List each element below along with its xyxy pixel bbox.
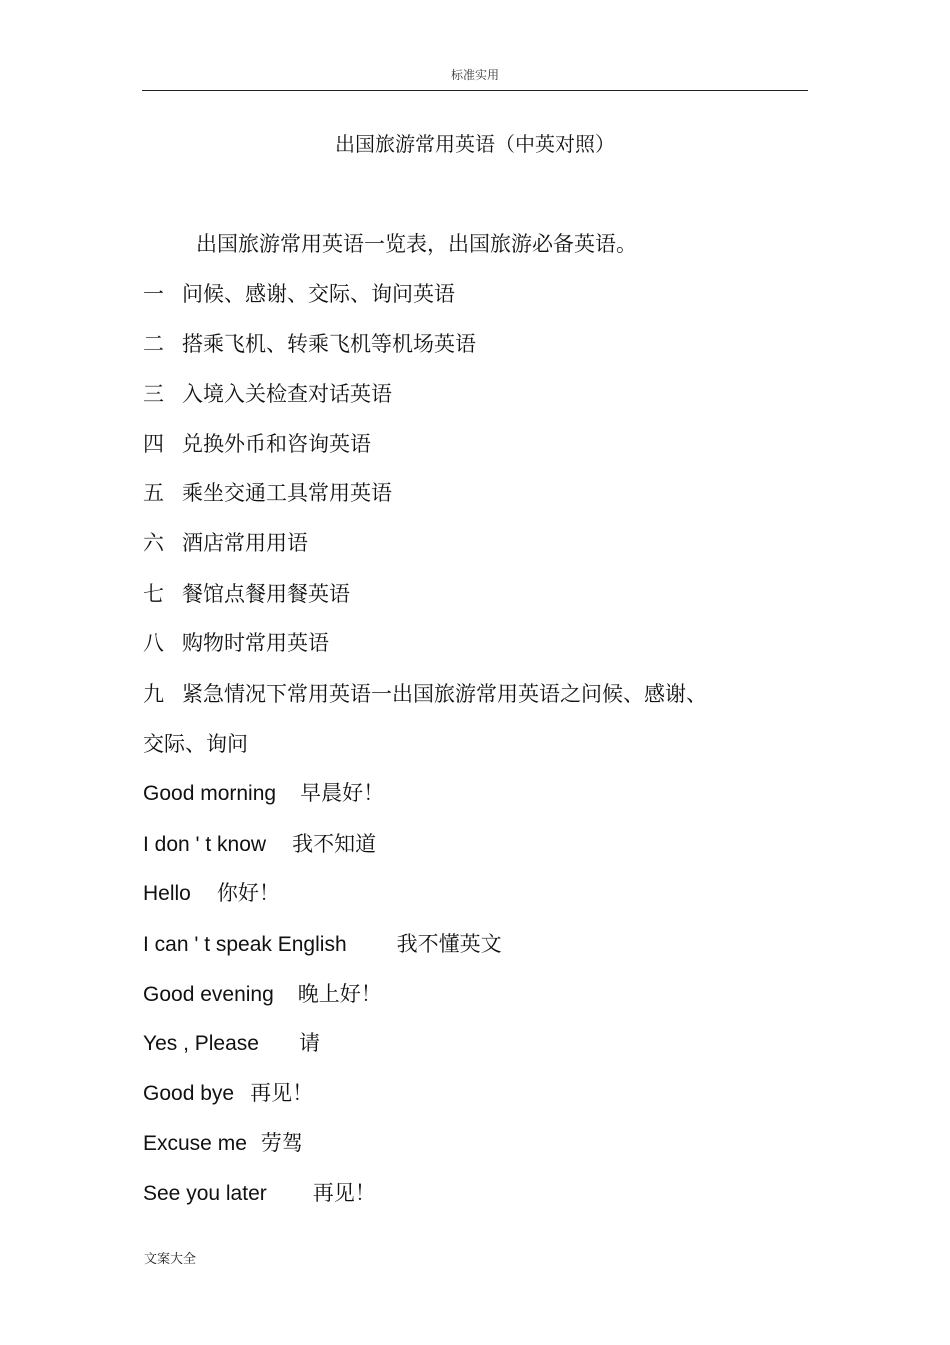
phrase-english: Good bye [143,1082,235,1105]
phrase-row [143,1077,313,1107]
toc-item [143,278,455,308]
toc-item [143,328,476,358]
phrase-row [143,928,502,958]
phrase-row [143,828,376,858]
toc-number: 五 [143,481,164,505]
toc-number: 二 [143,332,164,356]
toc-label: 问候、感谢、交际、询问英语 [182,282,455,306]
toc-label: 餐馆点餐用餐英语 [182,582,350,606]
toc-item [143,477,392,507]
toc-number: 七 [143,582,164,606]
phrase-chinese: 我不懂英文 [396,932,502,956]
phrase-english: Good morning [143,782,277,805]
toc-item [143,428,371,458]
phrase-chinese: 你好！ [216,881,280,905]
phrase-chinese: 晚上好！ [297,982,382,1006]
phrase-english: Hello [143,882,191,905]
header-divider [142,90,808,91]
phrase-english: Good evening [143,983,274,1006]
phrase-chinese: 请 [298,1031,320,1055]
phrase-row [143,1027,320,1057]
phrase-row [143,877,280,907]
phrase-chinese: 我不知道 [292,832,377,856]
toc-label: 购物时常用英语 [182,631,329,655]
toc-item-continuation: 交际、询问 [143,732,248,756]
toc-number: 四 [143,432,164,456]
intro-paragraph: 出国旅游常用英语一览表，出国旅游必备英语。 [196,232,637,256]
toc-label: 入境入关检查对话英语 [182,382,392,406]
phrase-chinese: 早晨好！ [300,781,385,805]
toc-number: 三 [143,382,164,406]
toc-item [143,678,707,708]
phrase-english: See you later [143,1182,267,1205]
toc-number: 六 [143,531,164,555]
page-footer: 文案大全 [144,1252,197,1267]
toc-label: 酒店常用用语 [182,531,308,555]
phrase-row [143,777,384,807]
phrase-row [143,1127,303,1157]
toc-number: 一 [143,282,164,306]
page-header: 标准实用 [450,68,499,82]
phrase-english: Yes , Please [143,1032,259,1055]
toc-item [143,578,350,608]
toc-label: 搭乘飞机、转乘飞机等机场英语 [182,332,476,356]
document-title: 出国旅游常用英语（中英对照） [335,132,615,156]
toc-number: 九 [143,682,164,706]
toc-label: 乘坐交通工具常用英语 [182,481,392,505]
toc-number: 八 [143,631,164,655]
toc-item [143,627,329,657]
toc-label: 兑换外币和咨询英语 [182,432,371,456]
phrase-english: I don ' t know [143,833,267,856]
toc-label: 紧急情况下常用英语一出国旅游常用英语之问候、感谢、 [182,682,707,706]
phrase-chinese: 再见！ [250,1081,314,1105]
toc-item [143,378,392,408]
phrase-chinese: 再见！ [312,1181,376,1205]
phrase-english: Excuse me [143,1132,247,1155]
toc-item [143,527,308,557]
phrase-row [143,1177,376,1207]
phrase-english: I can ' t speak English [143,933,347,956]
phrase-row [143,978,382,1008]
phrase-chinese: 劳驾 [260,1131,303,1155]
